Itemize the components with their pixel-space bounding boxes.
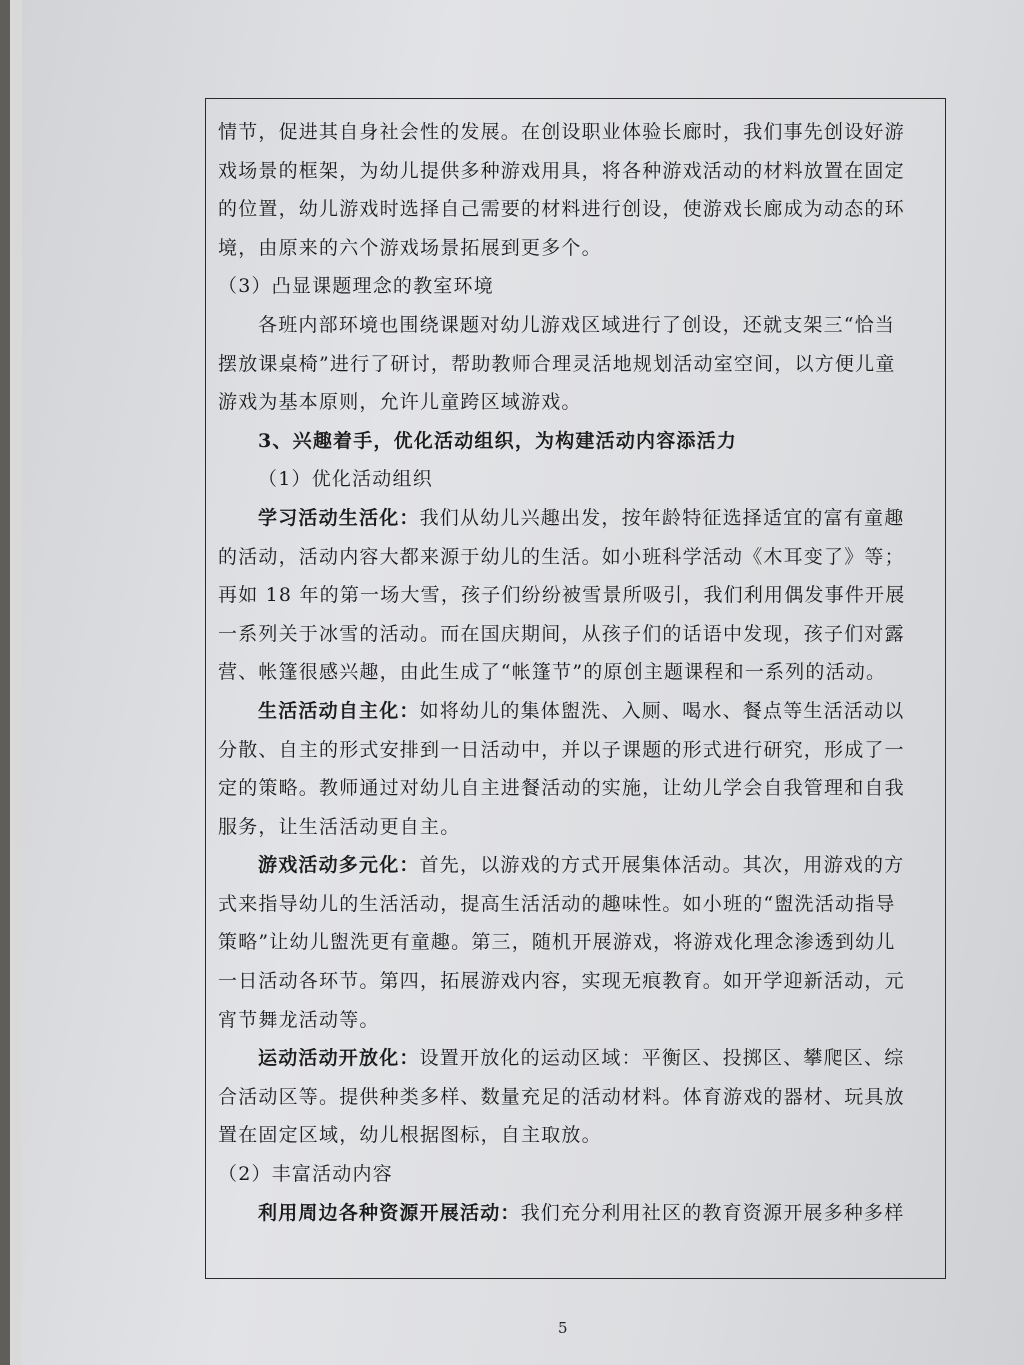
text-line: 的位置，幼儿游戏时选择自己需要的材料进行创设，使游戏长廊成为动态的环 <box>218 198 905 221</box>
text-line: 的活动，活动内容大都来源于幼儿的生活。如小班科学活动《木耳变了》等； <box>218 545 905 568</box>
text-line <box>218 1039 931 1078</box>
lead-text: 设置开放化的运动区域：平衡区、投掷区、攀爬区、综 <box>419 1047 905 1070</box>
subheading: （1）优化活动组织 <box>258 468 433 491</box>
lead-term: 运动活动开放化： <box>258 1047 420 1070</box>
page-number: 5 <box>558 1319 568 1337</box>
text-line: 合活动区等。提供种类多样、数量充足的活动材料。体育游戏的器材、玩具放 <box>218 1085 905 1108</box>
text-line: 再如 18 年的第一场大雪，孩子们纷纷被雪景所吸引，我们利用偶发事件开展 <box>218 584 906 607</box>
text-line: 一系列关于冰雪的活动。而在国庆期间，从孩子们的话语中发现，孩子们对露 <box>218 622 905 645</box>
text-line: 策略”让幼儿盥洗更有童趣。第三，随机开展游戏，将游戏化理念渗透到幼儿 <box>218 931 896 954</box>
lead-term: 利用周边各种资源开展活动： <box>258 1201 521 1224</box>
text-line: 各班内部环境也围绕课题对幼儿游戏区域进行了创设，还就支架三“恰当 <box>258 313 896 336</box>
text-line: 一日活动各环节。第四，拓展游戏内容，实现无痕教育。如开学迎新活动，元 <box>218 970 905 993</box>
text-line: 情节，促进其自身社会性的发展。在创设职业体验长廊时，我们事先创设好游 <box>218 121 905 143</box>
text-line <box>218 692 931 731</box>
text-line: 营、帐篷很感兴趣，由此生成了“帐篷节”的原创主题课程和一系列的活动。 <box>218 661 887 684</box>
text-line: 戏场景的框架，为幼儿提供多种游戏用具，将各种游戏活动的材料放置在固定 <box>218 159 905 182</box>
lead-text: 我们充分利用社区的教育资源开展多种多样 <box>520 1201 905 1224</box>
lead-term: 学习活动生活化： <box>258 506 420 529</box>
text-line: 游戏为基本原则，允许儿童跨区域游戏。 <box>218 391 582 414</box>
text-line: 置在固定区域，幼儿根据图标，自主取放。 <box>218 1124 602 1147</box>
text-line: 宵节舞龙活动等。 <box>218 1008 380 1031</box>
lead-term: 游戏活动多元化： <box>258 854 420 877</box>
lead-term: 生活活动自主化： <box>258 699 420 722</box>
lead-text: 如将幼儿的集体盥洗、入厕、喝水、餐点等生活活动以 <box>419 699 905 722</box>
text-line: 定的策略。教师通过对幼儿自主进餐活动的实施，让幼儿学会自我管理和自我 <box>218 777 905 800</box>
text-line: 分散、自主的形式安排到一日活动中，并以子课题的形式进行研究，形成了一 <box>218 738 905 761</box>
text-line: 服务，让生活活动更自主。 <box>218 815 461 838</box>
text-line <box>218 846 931 885</box>
text-line <box>218 1194 931 1233</box>
section-heading: 3、兴趣着手，优化活动组织，为构建活动内容添活力 <box>258 429 738 452</box>
subheading: （2）丰富活动内容 <box>218 1163 393 1186</box>
text-line: 摆放课桌椅”进行了研讨，帮助教师合理灵活地规划活动室空间，以方便儿童 <box>218 352 896 375</box>
text-line: 境，由原来的六个游戏场景拓展到更多个。 <box>218 236 602 259</box>
content-frame <box>205 98 946 1279</box>
lead-text: 首先，以游戏的方式开展集体活动。其次，用游戏的方 <box>419 854 905 877</box>
text-line: 式来指导幼儿的生活活动，提高生活活动的趣味性。如小班的“盥洗活动指导 <box>218 892 896 915</box>
text-line <box>218 499 931 538</box>
document-page <box>22 0 1024 1365</box>
lead-text: 我们从幼儿兴趣出发，按年龄特征选择适宜的富有童趣 <box>419 506 905 529</box>
subheading: （3）凸显课题理念的教室环境 <box>218 275 494 298</box>
